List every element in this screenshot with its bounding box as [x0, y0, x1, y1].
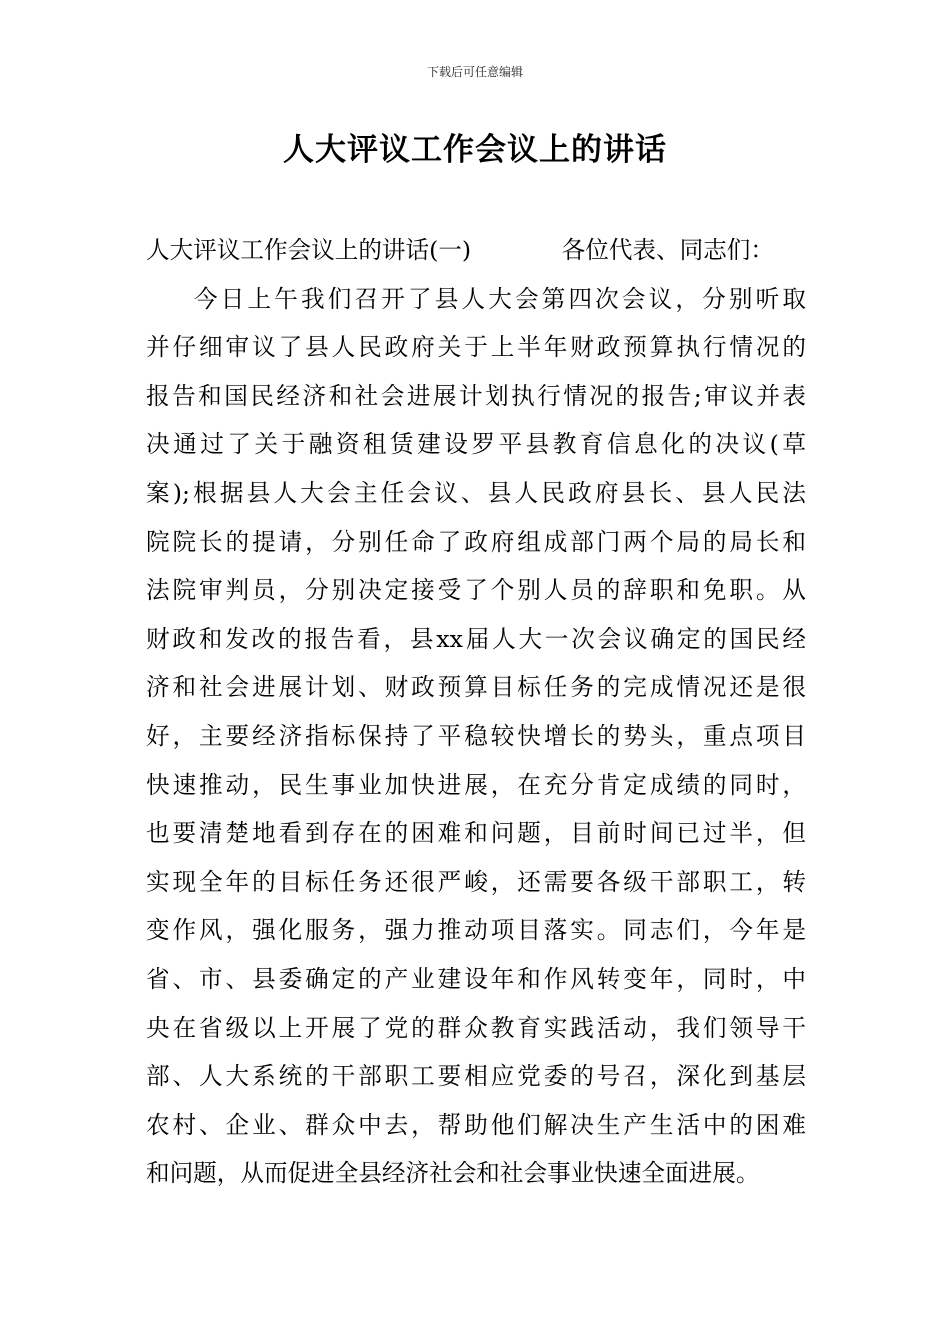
- paragraph-line: 财政和发改的报告看，县xx届人大一次会议确定的国民经: [146, 624, 806, 653]
- paragraph-line: 好，主要经济指标保持了平稳较快增长的势头，重点项目: [146, 721, 806, 750]
- paragraph-line: 院院长的提请，分别任命了政府组成部门两个局的局长和: [146, 527, 806, 556]
- paragraph-line: 决通过了关于融资租赁建设罗平县教育信息化的决议(草: [146, 430, 806, 459]
- paragraph-line: 央在省级以上开展了党的群众教育实践活动，我们领导干: [146, 1013, 806, 1042]
- header-note: 下载后可任意编辑: [426, 65, 523, 79]
- paragraph-line: 部、人大系统的干部职工要相应党委的号召，深化到基层: [146, 1062, 806, 1091]
- paragraph-line: 案);根据县人大会主任会议、县人民政府县长、县人民法: [146, 478, 806, 507]
- paragraph-line: 快速推动，民生事业加快进展，在充分肯定成绩的同时，: [146, 770, 806, 799]
- paragraph-line: 今日上午我们召开了县人大会第四次会议，分别听取: [194, 284, 806, 313]
- document-subtitle: 人大评议工作会议上的讲话(一): [146, 236, 472, 264]
- paragraph-line: 报告和国民经济和社会进展计划执行情况的报告;审议并表: [146, 381, 806, 410]
- paragraph-line: 济和社会进展计划、财政预算目标任务的完成情况还是很: [146, 673, 806, 702]
- document-body: [146, 226, 806, 1198]
- paragraph-line: 实现全年的目标任务还很严峻，还需要各级干部职工，转: [146, 867, 806, 896]
- paragraph-line: 也要清楚地看到存在的困难和问题，目前时间已过半，但: [146, 819, 806, 848]
- paragraph-line: 省、市、县委确定的产业建设年和作风转变年，同时，中: [146, 964, 806, 993]
- document-title: 人大评议工作会议上的讲话: [283, 132, 667, 168]
- paragraph-line: 和问题，从而促进全县经济社会和社会事业快速全面进展。: [146, 1159, 760, 1188]
- paragraph-line: 变作风，强化服务，强力推动项目落实。同志们，今年是: [146, 916, 806, 945]
- paragraph-line: 并仔细审议了县人民政府关于上半年财政预算执行情况的: [146, 333, 806, 362]
- salutation: 各位代表、同志们：: [561, 236, 774, 264]
- paragraph-line: 法院审判员，分别决定接受了个别人员的辞职和免职。从: [146, 576, 806, 605]
- opening-line: [146, 226, 774, 275]
- paragraph-line: 农村、企业、群众中去，帮助他们解决生产生活中的困难: [146, 1110, 806, 1139]
